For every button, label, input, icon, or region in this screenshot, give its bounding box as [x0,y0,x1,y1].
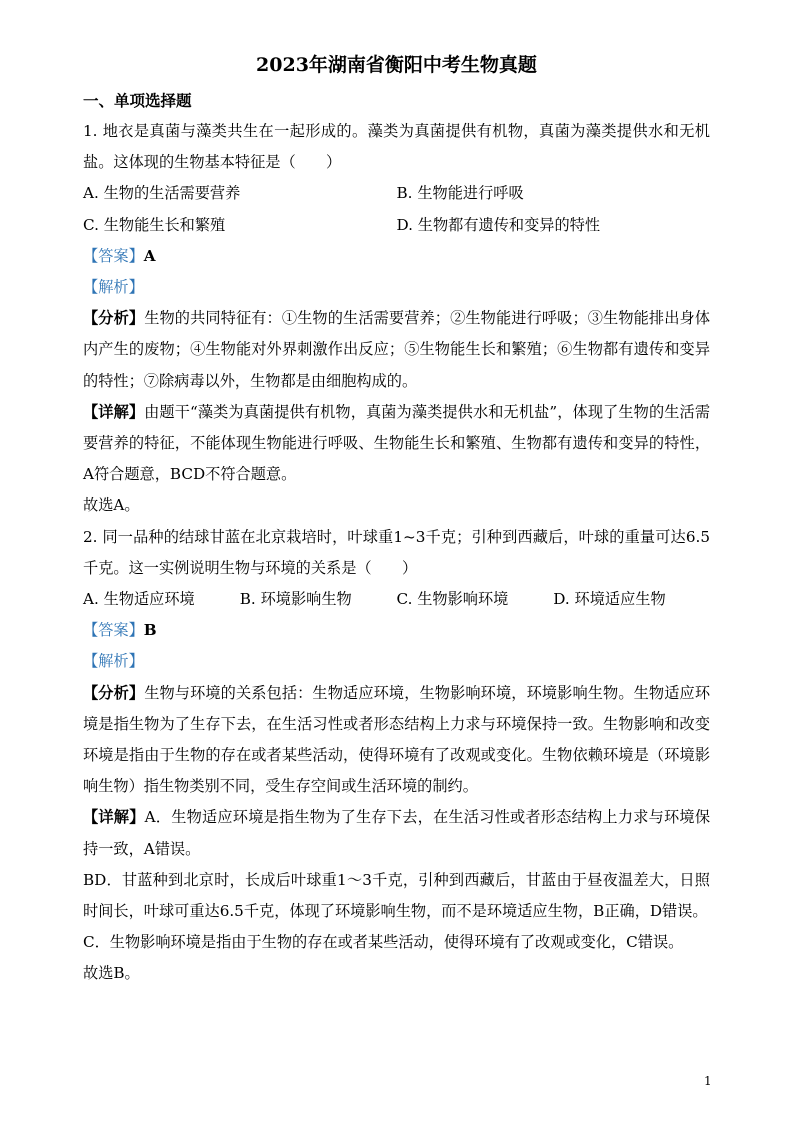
answer-value: A [143,246,156,265]
question-2-conclusion: 故选B。 [83,964,140,983]
option-b: B. 环境影响生物 [239,590,352,609]
xiangjie-label: 【详解】 [83,808,145,827]
question-1-fenxi [83,303,710,397]
question-1-answer [83,241,710,272]
document-body [83,116,710,990]
fenxi-text: 生物的共同特征有：①生物的生活需要营养；②生物能进行呼吸；③生物能排出身体内产生的废物；④生物能对外界刺激作出反应；⑤生物能生长和繁殖；⑥生物都有遗传和变异的特性；⑦除病毒以外，生物都是由细胞构成的。 [83,309,711,390]
question-1-options-row-1 [83,178,710,209]
xiangjie-text: 由题干“藻类为真菌提供有机物，真菌为藻类提供水和无机盐”，体现了生物的生活需要营养的特征，不能体现生物能进行呼吸、生物能生长和繁殖、生物都有遗传和变异的特性，A符合题意，BCD不符合题意。 [83,402,711,484]
question-1-xiangjie [83,397,710,491]
question-1-options-row-2 [83,210,710,241]
option-d: D. 环境适应生物 [553,590,666,609]
question-2-fenxi [83,678,710,803]
question-2-options [83,584,710,615]
answer-label: 【答案】 [83,246,144,265]
page-number: 1 [704,1074,712,1088]
option-c: C. 生物影响环境 [396,590,509,609]
option-a: A. 生物的生活需要营养 [83,184,241,203]
xiangjie-text: A．生物适应环境是指生物为了生存下去，在生活习性或者形态结构上力求与环境保持一致，A错误。 [83,808,711,858]
question-1-stem: 1. 地衣是真菌与藻类共生在一起形成的。藻类为真菌提供有机物，真菌为藻类提供水和无机盐。这体现的生物基本特征是（ ） [83,122,710,172]
analysis-label: 【解析】 [83,278,144,297]
answer-value: B [143,621,157,640]
section-heading: 一、单项选择题 [83,91,192,110]
answer-label: 【答案】 [83,621,144,640]
question-2-xiangjie [83,802,710,864]
fenxi-label: 【分析】 [83,683,145,702]
fenxi-text: 生物与环境的关系包括：生物适应环境，生物影响环境，环境影响生物。生物适应环境是指生物为了生存下去，在生活习性或者形态结构上力求与环境保持一致。生物影响和改变环境是指由于生物的存在或者某些活动，使得环境有了改观或变化。生物依赖环境是（环境影响生物）指生物类别不同，受生存空间或生活环境的制约。 [83,683,711,796]
fenxi-label: 【分析】 [83,309,145,328]
question-2-bd: BD．甘蓝种到北京时，长成后叶球重1～3千克，引种到西藏后，甘蓝由于昼夜温差大，日照时间长，叶球可重达6.5千克，体现了环境影响生物，而不是环境适应生物，B正确，D错误。 [83,870,710,921]
question-2-answer [83,615,710,646]
question-1-conclusion: 故选A。 [83,496,140,515]
option-b: B. 生物能进行呼吸 [396,184,524,203]
page-title: 2023年湖南省衡阳中考生物真题 [256,54,537,76]
question-2-c: C．生物影响环境是指由于生物的存在或者某些活动，使得环境有了改观或变化，C错误。 [83,933,684,952]
analysis-label: 【解析】 [83,652,144,671]
question-2-stem: 2. 同一品种的结球甘蓝在北京栽培时，叶球重1~3千克；引种到西藏后，叶球的重量可达6.5千克。这一实例说明生物与环境的关系是（ ） [83,527,710,577]
option-d: D. 生物都有遗传和变异的特性 [396,215,601,234]
option-c: C. 生物能生长和繁殖 [83,215,226,234]
xiangjie-label: 【详解】 [83,402,145,421]
option-a: A. 生物适应环境 [83,590,195,609]
